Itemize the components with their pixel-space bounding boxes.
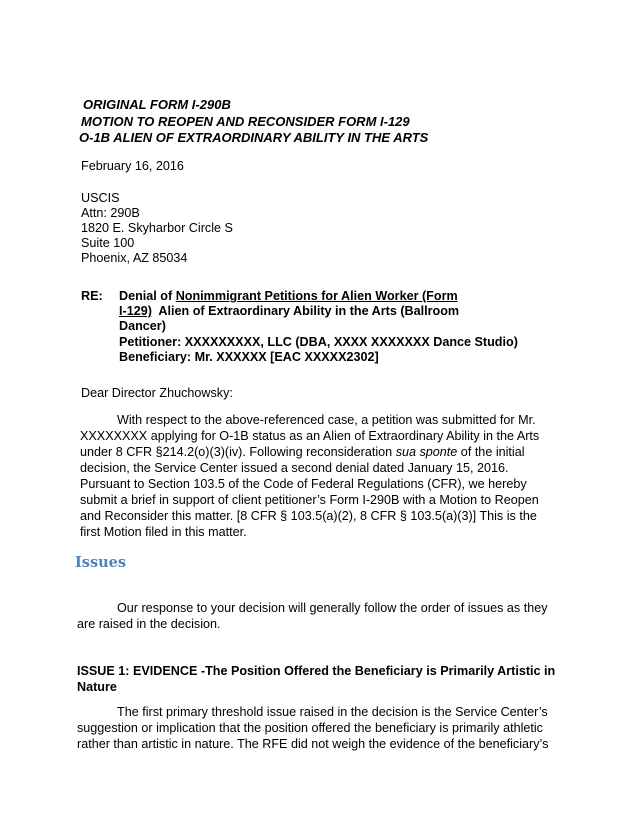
paragraph-line: With respect to the above-referenced case, a petition was submitted for Mr.: [117, 413, 536, 427]
issue-1-title: ISSUE 1: EVIDENCE -The Position Offered the Beneficiary is Primarily Artistic in: [77, 664, 556, 678]
address-line: USCIS: [81, 191, 120, 205]
text-run: under 8 CFR §214.2(o)(3)(iv). Following reconsideration: [80, 445, 396, 459]
re-petitioner: Petitioner: XXXXXXXXX, LLC (DBA, XXXX XXXXXXX Dance Studio): [119, 335, 518, 349]
italic-term: sua sponte: [395, 445, 458, 459]
paragraph-line: rather than artistic in nature. The RFE did not weigh the evidence of the beneficiary’s: [77, 737, 549, 751]
address-line: Attn: 290B: [81, 206, 140, 220]
paragraph-line: Pursuant to Section 103.5 of the Code of Federal Regulations (CFR), we hereby: [80, 477, 527, 491]
address-line: Phoenix, AZ 85034: [81, 251, 188, 265]
paragraph-line: The first primary threshold issue raised in the decision is the Service Center’s: [117, 705, 548, 719]
section-heading-issues: Issues: [75, 554, 127, 571]
paragraph-line: [80, 445, 525, 459]
category-title: O-1B ALIEN OF EXTRAORDINARY ABILITY IN THE ARTS: [79, 130, 429, 145]
paragraph-line: first Motion filed in this matter.: [80, 525, 247, 539]
paragraph-line: suggestion or implication that the position offered the beneficiary is primarily athletic: [77, 721, 543, 735]
paragraph-line: are raised in the decision.: [77, 617, 221, 631]
re-prefix: Denial of: [119, 289, 176, 303]
re-line: Dancer): [119, 319, 166, 333]
re-line: [119, 304, 459, 318]
address-line: 1820 E. Skyharbor Circle S: [81, 221, 233, 235]
salutation: Dear Director Zhuchowsky:: [81, 386, 233, 400]
letter-date: February 16, 2016: [81, 159, 184, 173]
form-title: ORIGINAL FORM I-290B: [83, 97, 231, 112]
paragraph-line: XXXXXXXX applying for O-1B status as an Alien of Extraordinary Ability in the Arts: [80, 429, 540, 443]
paragraph-line: and Reconsider this matter. [8 CFR § 103.5(a)(2), 8 CFR § 103.5(a)(3)] This is the: [80, 509, 537, 523]
motion-title: MOTION TO REOPEN AND RECONSIDER FORM I-129: [81, 114, 410, 129]
text-run: of the initial: [457, 445, 525, 459]
address-line: Suite 100: [81, 236, 135, 250]
re-label: RE:: [81, 289, 103, 303]
re-subject-underlined: Nonimmigrant Petitions for Alien Worker (Form: [175, 289, 458, 303]
re-classification: Alien of Extraordinary Ability in the Arts (Ballroom: [151, 304, 460, 318]
re-form-ref: I-129): [119, 304, 152, 318]
paragraph-line: decision, the Service Center issued a second denial dated January 15, 2016.: [80, 461, 509, 475]
re-beneficiary: Beneficiary: Mr. XXXXXX [EAC XXXXX2302]: [119, 350, 379, 364]
paragraph-line: submit a brief in support of client petitioner’s Form I-290B with a Motion to Reopen: [80, 493, 539, 507]
re-line: [119, 289, 458, 303]
paragraph-line: Our response to your decision will generally follow the order of issues as they: [117, 601, 548, 615]
issue-1-title: Nature: [77, 680, 117, 694]
